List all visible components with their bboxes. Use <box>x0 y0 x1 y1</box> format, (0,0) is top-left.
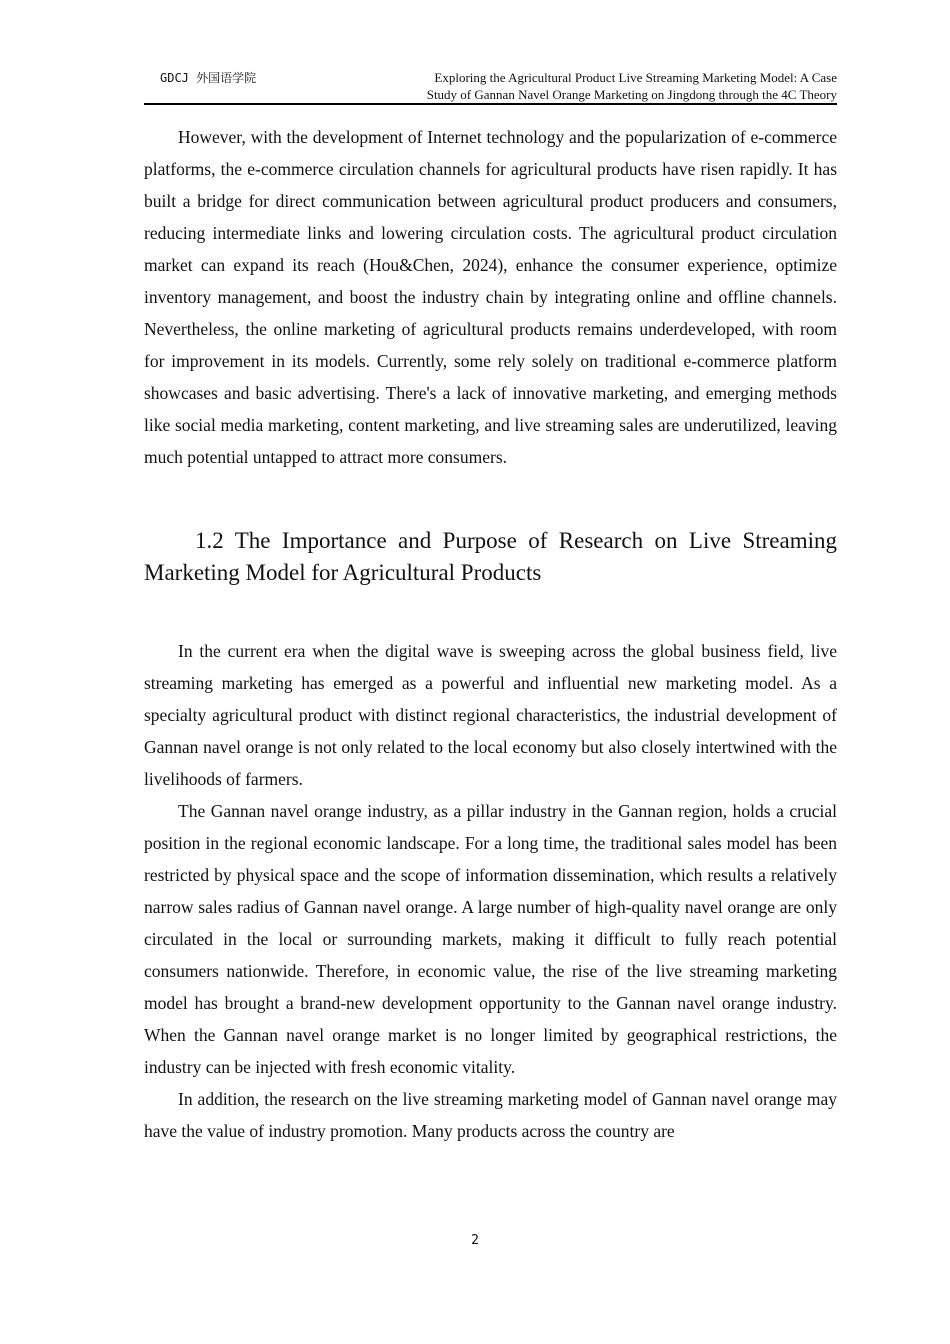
header-title-line-1: Exploring the Agricultural Product Live Streaming Marketing Model: A Case <box>434 70 837 85</box>
document-body <box>144 121 837 1147</box>
section-heading: 1.2 The Importance and Purpose of Research on Live Streaming Marketing Model for Agricultural Products <box>144 528 837 585</box>
header-title-line-2: Study of Gannan Navel Orange Marketing on Jingdong through the 4C Theory <box>426 87 837 102</box>
body-paragraph: However, with the development of Internet technology and the popularization of e-commerce platforms, the e-commerce circulation channels for agricultural products have risen rapidly. It has built a bridge for direct communication between agricultural product producers and consumers, reducing intermediate links and lowering circulation costs. The agricultural product circulation market can expand its reach (Hou&Chen, 2024), enhance the consumer experience, optimize inventory management, and boost the industry chain by integrating online and offline channels. Nevertheless, the online marketing of agricultural products remains underdeveloped, with room for improvement in its models. Currently, some rely solely on traditional e-commerce platform showcases and basic advertising. There's a lack of innovative marketing, and emerging methods like social media marketing, content marketing, and live streaming sales are underutilized, leaving much potential untapped to attract more consumers. <box>144 127 837 467</box>
body-paragraph: The Gannan navel orange industry, as a pillar industry in the Gannan region, holds a crucial position in the regional economic landscape. For a long time, the traditional sales model has been restricted by physical space and the scope of information dissemination, which results a relatively narrow sales radius of Gannan navel orange. A large number of high-quality navel orange are only circulated in the local or surrounding markets, making it difficult to fully reach potential consumers nationwide. Therefore, in economic value, the rise of the live streaming marketing model has brought a brand-new development opportunity to the Gannan navel orange industry. When the Gannan navel orange market is no longer limited by geographical restrictions, the industry can be injected with fresh economic vitality. <box>144 801 837 1077</box>
body-paragraph: In addition, the research on the live streaming marketing model of Gannan navel orange may have the value of industry promotion. Many products across the country are <box>144 1089 837 1141</box>
page-header <box>144 66 837 105</box>
body-paragraph: In the current era when the digital wave is sweeping across the global business field, live streaming marketing has emerged as a powerful and influential new marketing model. As a specialty agricultural product with distinct regional characteristics, the industrial development of Gannan navel orange is not only related to the local economy but also closely intertwined with the livelihoods of farmers. <box>144 641 837 789</box>
header-institution: GDCJ 外国语学院 <box>160 71 257 85</box>
header-title <box>367 69 837 103</box>
page-number: 2 <box>471 1233 479 1248</box>
